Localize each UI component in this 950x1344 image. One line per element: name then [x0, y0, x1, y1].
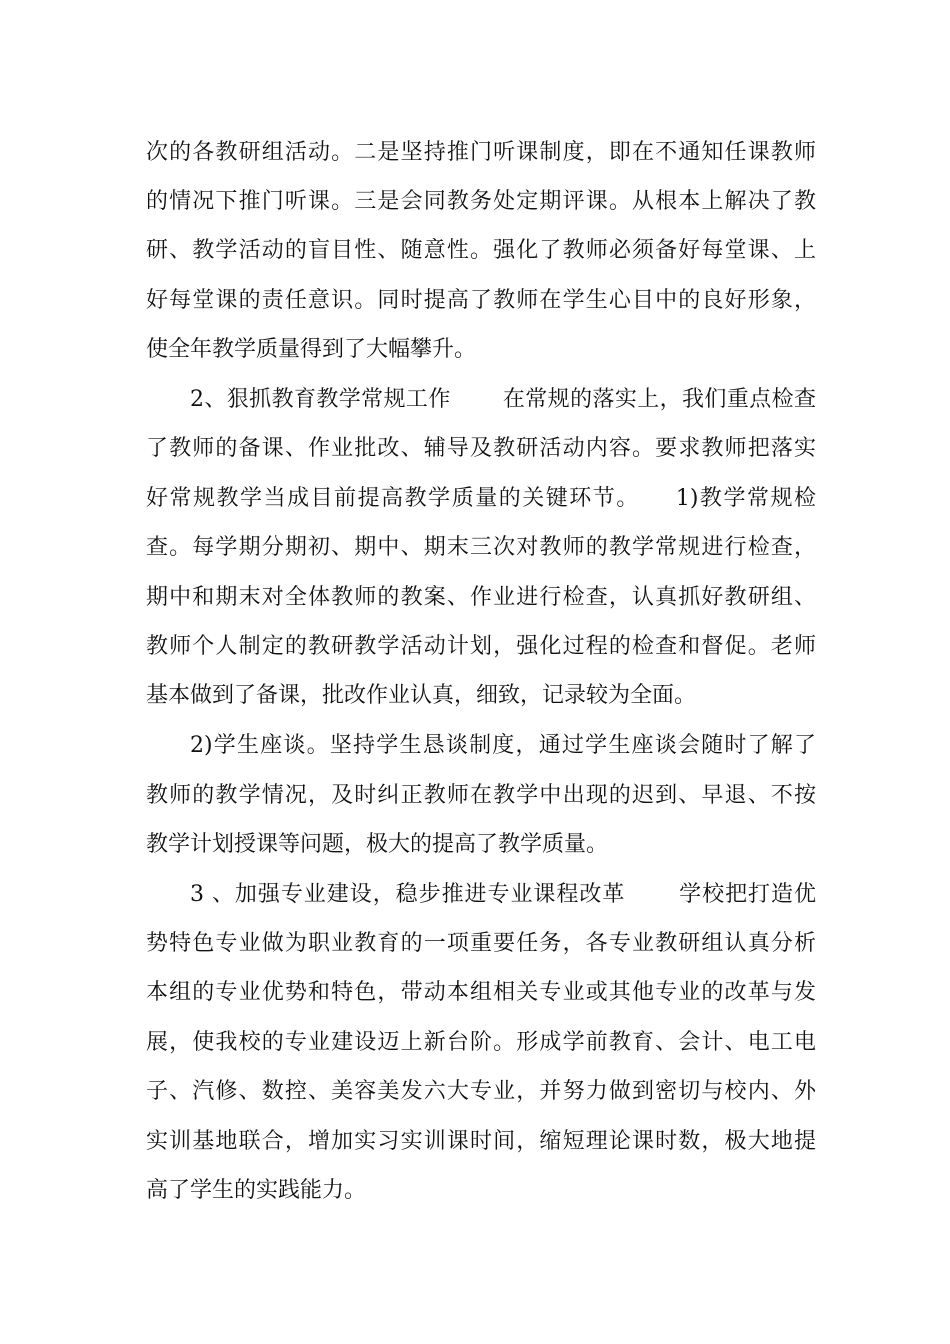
text-line: 使全年教学质量得到了大幅攀升。: [146, 337, 477, 362]
text-line: 基本做到了备课，批改作业认真，细致，记录较为全面。: [146, 683, 697, 708]
text-line: 好每堂课的责任意识。同时提高了教师在学生心目中的良好形象，: [146, 288, 816, 313]
text-line: 展，使我校的专业建设迈上新台阶。形成学前教育、会计、电工电: [146, 1030, 816, 1055]
text-line: 2)学生座谈。坚持学生恳谈制度，通过学生座谈会随时了解了: [190, 733, 816, 758]
text-line: 势特色专业做为职业教育的一项重要任务，各专业教研组认真分析: [146, 931, 816, 956]
text-line: 实训基地联合，增加实习实训课时间，缩短理论课时数，极大地提: [146, 1129, 816, 1154]
text-line: 教学计划授课等问题，极大的提高了教学质量。: [146, 832, 609, 857]
text-line: 本组的专业优势和特色，带动本组相关专业或其他专业的改革与发: [146, 980, 816, 1005]
section-heading-line: 2、狠抓教育教学常规工作 在常规的落实上，我们重点检查: [190, 387, 816, 412]
text-line: 了教师的备课、作业批改、辅导及教研活动内容。要求教师把落实: [146, 436, 816, 461]
text-line: 次的各教研组活动。二是坚持推门听课制度，即在不通知任课教师: [146, 140, 816, 165]
text-line: 的情况下推门听课。三是会同教务处定期评课。从根本上解决了教: [146, 189, 816, 214]
text-line: 子、汽修、数控、美容美发六大专业，并努力做到密切与校内、外: [146, 1079, 816, 1104]
text-line: 研、教学活动的盲目性、随意性。强化了教师必须备好每堂课、上: [146, 238, 816, 263]
text-line: 期中和期末对全体教师的教案、作业进行检查，认真抓好教研组、: [146, 585, 816, 610]
text-line: 教师的教学情况，及时纠正教师在教学中出现的迟到、早退、不按: [146, 783, 816, 808]
text-line: 好常规教学当成目前提高教学质量的关键环节。 1)教学常规检: [146, 486, 816, 511]
text-line: 教师个人制定的教研教学活动计划，强化过程的检查和督促。老师: [146, 634, 816, 659]
text-line: 查。每学期分期初、期中、期末三次对教师的教学常规进行检查，: [146, 535, 816, 560]
section-heading-line: 3 、加强专业建设，稳步推进专业课程改革 学校把打造优: [190, 882, 816, 907]
text-line: 高了学生的实践能力。: [146, 1178, 367, 1203]
